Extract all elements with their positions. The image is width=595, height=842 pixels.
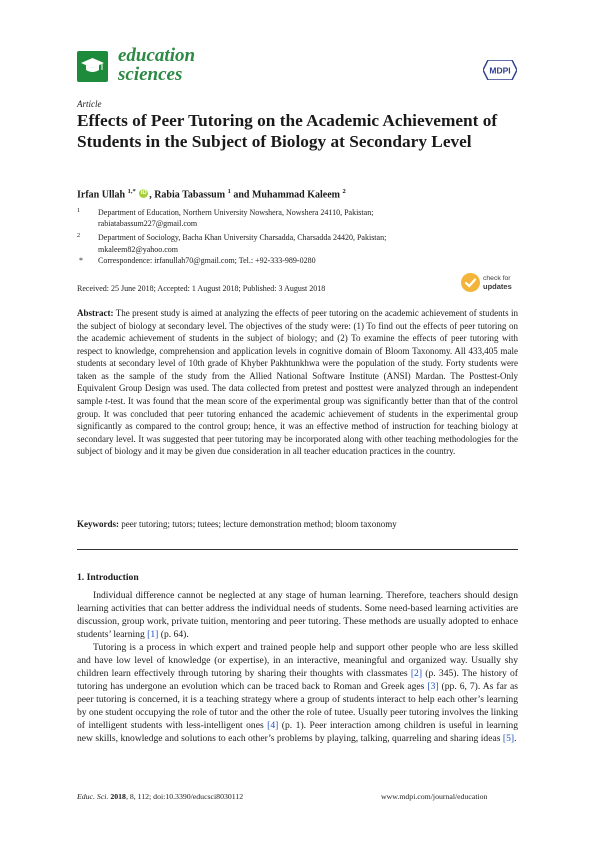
citation-link[interactable]: [4]	[267, 720, 279, 731]
affiliation-email[interactable]: mkaleem82@yahoo.com	[98, 244, 179, 254]
paper-title: Effects of Peer Tutoring on the Academic Achievement of Students in the Subject of Biology at Secondary Level	[77, 111, 498, 151]
mdpi-logo-text: MDPI	[489, 65, 511, 76]
correspondence-text[interactable]: Correspondence: irfanullah70@gmail.com; Tel.: +92-333-989-0280	[98, 255, 316, 265]
keywords-label: Keywords:	[77, 519, 119, 529]
paragraph-text: (p. 345). The history of tutoring has undergone an evolution which can be traced back to Roman and Greek ages	[77, 668, 519, 692]
paragraph-text: (p. 64).	[158, 629, 189, 640]
author-name[interactable]: Irfan Ullah	[77, 189, 126, 201]
keywords	[77, 519, 518, 529]
affiliation-item	[77, 232, 386, 254]
check-updates-line1: check for	[483, 275, 511, 282]
journal-name-line2: sciences	[118, 64, 183, 85]
author-separator: ,	[149, 189, 155, 201]
paragraph	[77, 589, 518, 641]
keywords-text: peer tutoring; tutors; tutees; lecture demonstration method; bloom taxonomy	[119, 519, 397, 529]
abstract-label: Abstract:	[77, 308, 114, 318]
affiliation-number: 2	[77, 232, 81, 240]
affiliation-number: 1	[77, 207, 81, 214]
mdpi-logo	[483, 60, 517, 80]
paragraph-text: (pp. 6, 7). As far as peer tutoring is concerned, it is a teaching strategy where a group of students interact to help each other’s learning by one student occupying the role of tutor and the other the role of tutee. Usually peer tutoring involves the linking of intelligent students with less-intelligent ones	[77, 681, 518, 731]
footer-doi[interactable]: , 8, 112; doi:10.3390/educsci8030112	[125, 792, 244, 801]
author-affiliation-mark: 2	[342, 188, 346, 195]
footer-year: 2018	[110, 792, 126, 801]
check-updates-icon	[461, 273, 480, 292]
citation-link[interactable]: [3]	[427, 681, 439, 692]
body-text	[77, 589, 518, 745]
author-affiliation-mark: 1,*	[127, 188, 136, 195]
abstract-text-continued: -test. It was found that the mean score of the experimental group was significantly better than that of the control group. It was concluded that peer tutoring enhanced the academic achievement of students in the experimental group significantly as compared to the control group; hence, it was an effective method of instruction for teaching biology at secondary level. It was suggested that peer tutoring may be incorporated along with other teaching methodologies for the subject of biology and it may be given due consideration in all teacher education practices in the country.	[77, 396, 518, 457]
affiliation-text: Department of Sociology, Bacha Khan University Charsadda, Charsadda 24420, Pakistan;	[98, 233, 387, 243]
author-affiliation-mark: 1	[227, 188, 231, 195]
paragraph-text: Tutoring is a process in which expert and trained people help and support other people who are less skilled and have low level of knowledge (or expertise), in an interactive, meaningful and organized way. Usually shy children learn effectively through tutoring by sharing their thoughts with classmates	[77, 642, 518, 679]
check-updates-label	[483, 275, 512, 291]
footer-url[interactable]: www.mdpi.com/journal/education	[381, 792, 488, 801]
affiliation-email[interactable]: rabiatabassum227@gmail.com	[98, 219, 198, 229]
paragraph-text: Individual difference cannot be neglected at any stage of human learning. Therefore, teachers should design learning activities that can better address the individual needs of students. Some need-based learning activities are discussion, group work, private tuition, mentoring and peer tutoring. These methods are usually adopted to enhace students’ learning	[77, 590, 518, 640]
affiliation-text: Department of Education, Northern University Nowshera, Nowshera 24110, Pakistan;	[98, 208, 374, 217]
check-updates-line2: updates	[483, 281, 512, 291]
journal-logo	[77, 51, 108, 82]
author-name[interactable]: Muhammad Kaleem	[251, 189, 340, 201]
article-type: Article	[77, 99, 102, 109]
author-separator: and	[230, 189, 252, 201]
journal-name-line1: education	[118, 45, 196, 66]
publication-dates: Received: 25 June 2018; Accepted: 1 August 2018; Published: 3 August 2018	[77, 284, 326, 293]
abstract	[77, 307, 518, 458]
author-list	[77, 188, 346, 200]
correspondence-mark: *	[79, 255, 83, 265]
orcid-icon[interactable]: iD	[140, 190, 147, 197]
mortarboard-icon	[81, 58, 104, 75]
paragraph-text: (p. 1). Peer interaction among children is useful in learning new skills, knowledge and solutions to each other’s problems by playing, talking, quarreling and sharing ideas	[77, 720, 518, 744]
citation-link[interactable]: [1]	[147, 629, 159, 640]
divider	[77, 549, 518, 550]
affiliations	[77, 207, 386, 266]
citation-link[interactable]: [2]	[410, 668, 423, 679]
abstract-italic: t	[105, 396, 108, 407]
citation-link[interactable]: [5]	[502, 733, 515, 744]
paragraph	[77, 641, 518, 745]
correspondence	[77, 255, 386, 266]
author-name[interactable]: Rabia Tabassum	[154, 189, 226, 201]
check-for-updates-badge[interactable]	[461, 273, 521, 293]
section-heading: 1. Introduction	[77, 572, 139, 583]
footer-journal: Educ. Sci.	[77, 792, 109, 801]
journal-name	[118, 46, 195, 84]
abstract-text: The present study is aimed at analyzing the effects of peer tutoring on the academic achievement of students in the subject of biology at secondary level. The objectives of the study were: (1) To find out the effects of peer tutoring on the academic achievement of students in the subject of biology; and (2) To examine the effects of peer tutoring with respect to knowledge, comprehension and application levels in cognitive domain of Bloom Taxonomy. All 433,405 male students at secondary level of 10th grade of Khyber Pakhtunkhwa were the population of the study. Forty students were taken as the sample of the study from the Allied National Software Institute (ANSI) Mardan. The Posttest-Only Equivalent Group Design was used. The data collected from pretest and posttest were analyzed through an independent sample	[77, 308, 518, 407]
affiliation-item	[77, 207, 386, 229]
paragraph-text: .	[514, 733, 517, 744]
footer-citation	[77, 792, 243, 801]
